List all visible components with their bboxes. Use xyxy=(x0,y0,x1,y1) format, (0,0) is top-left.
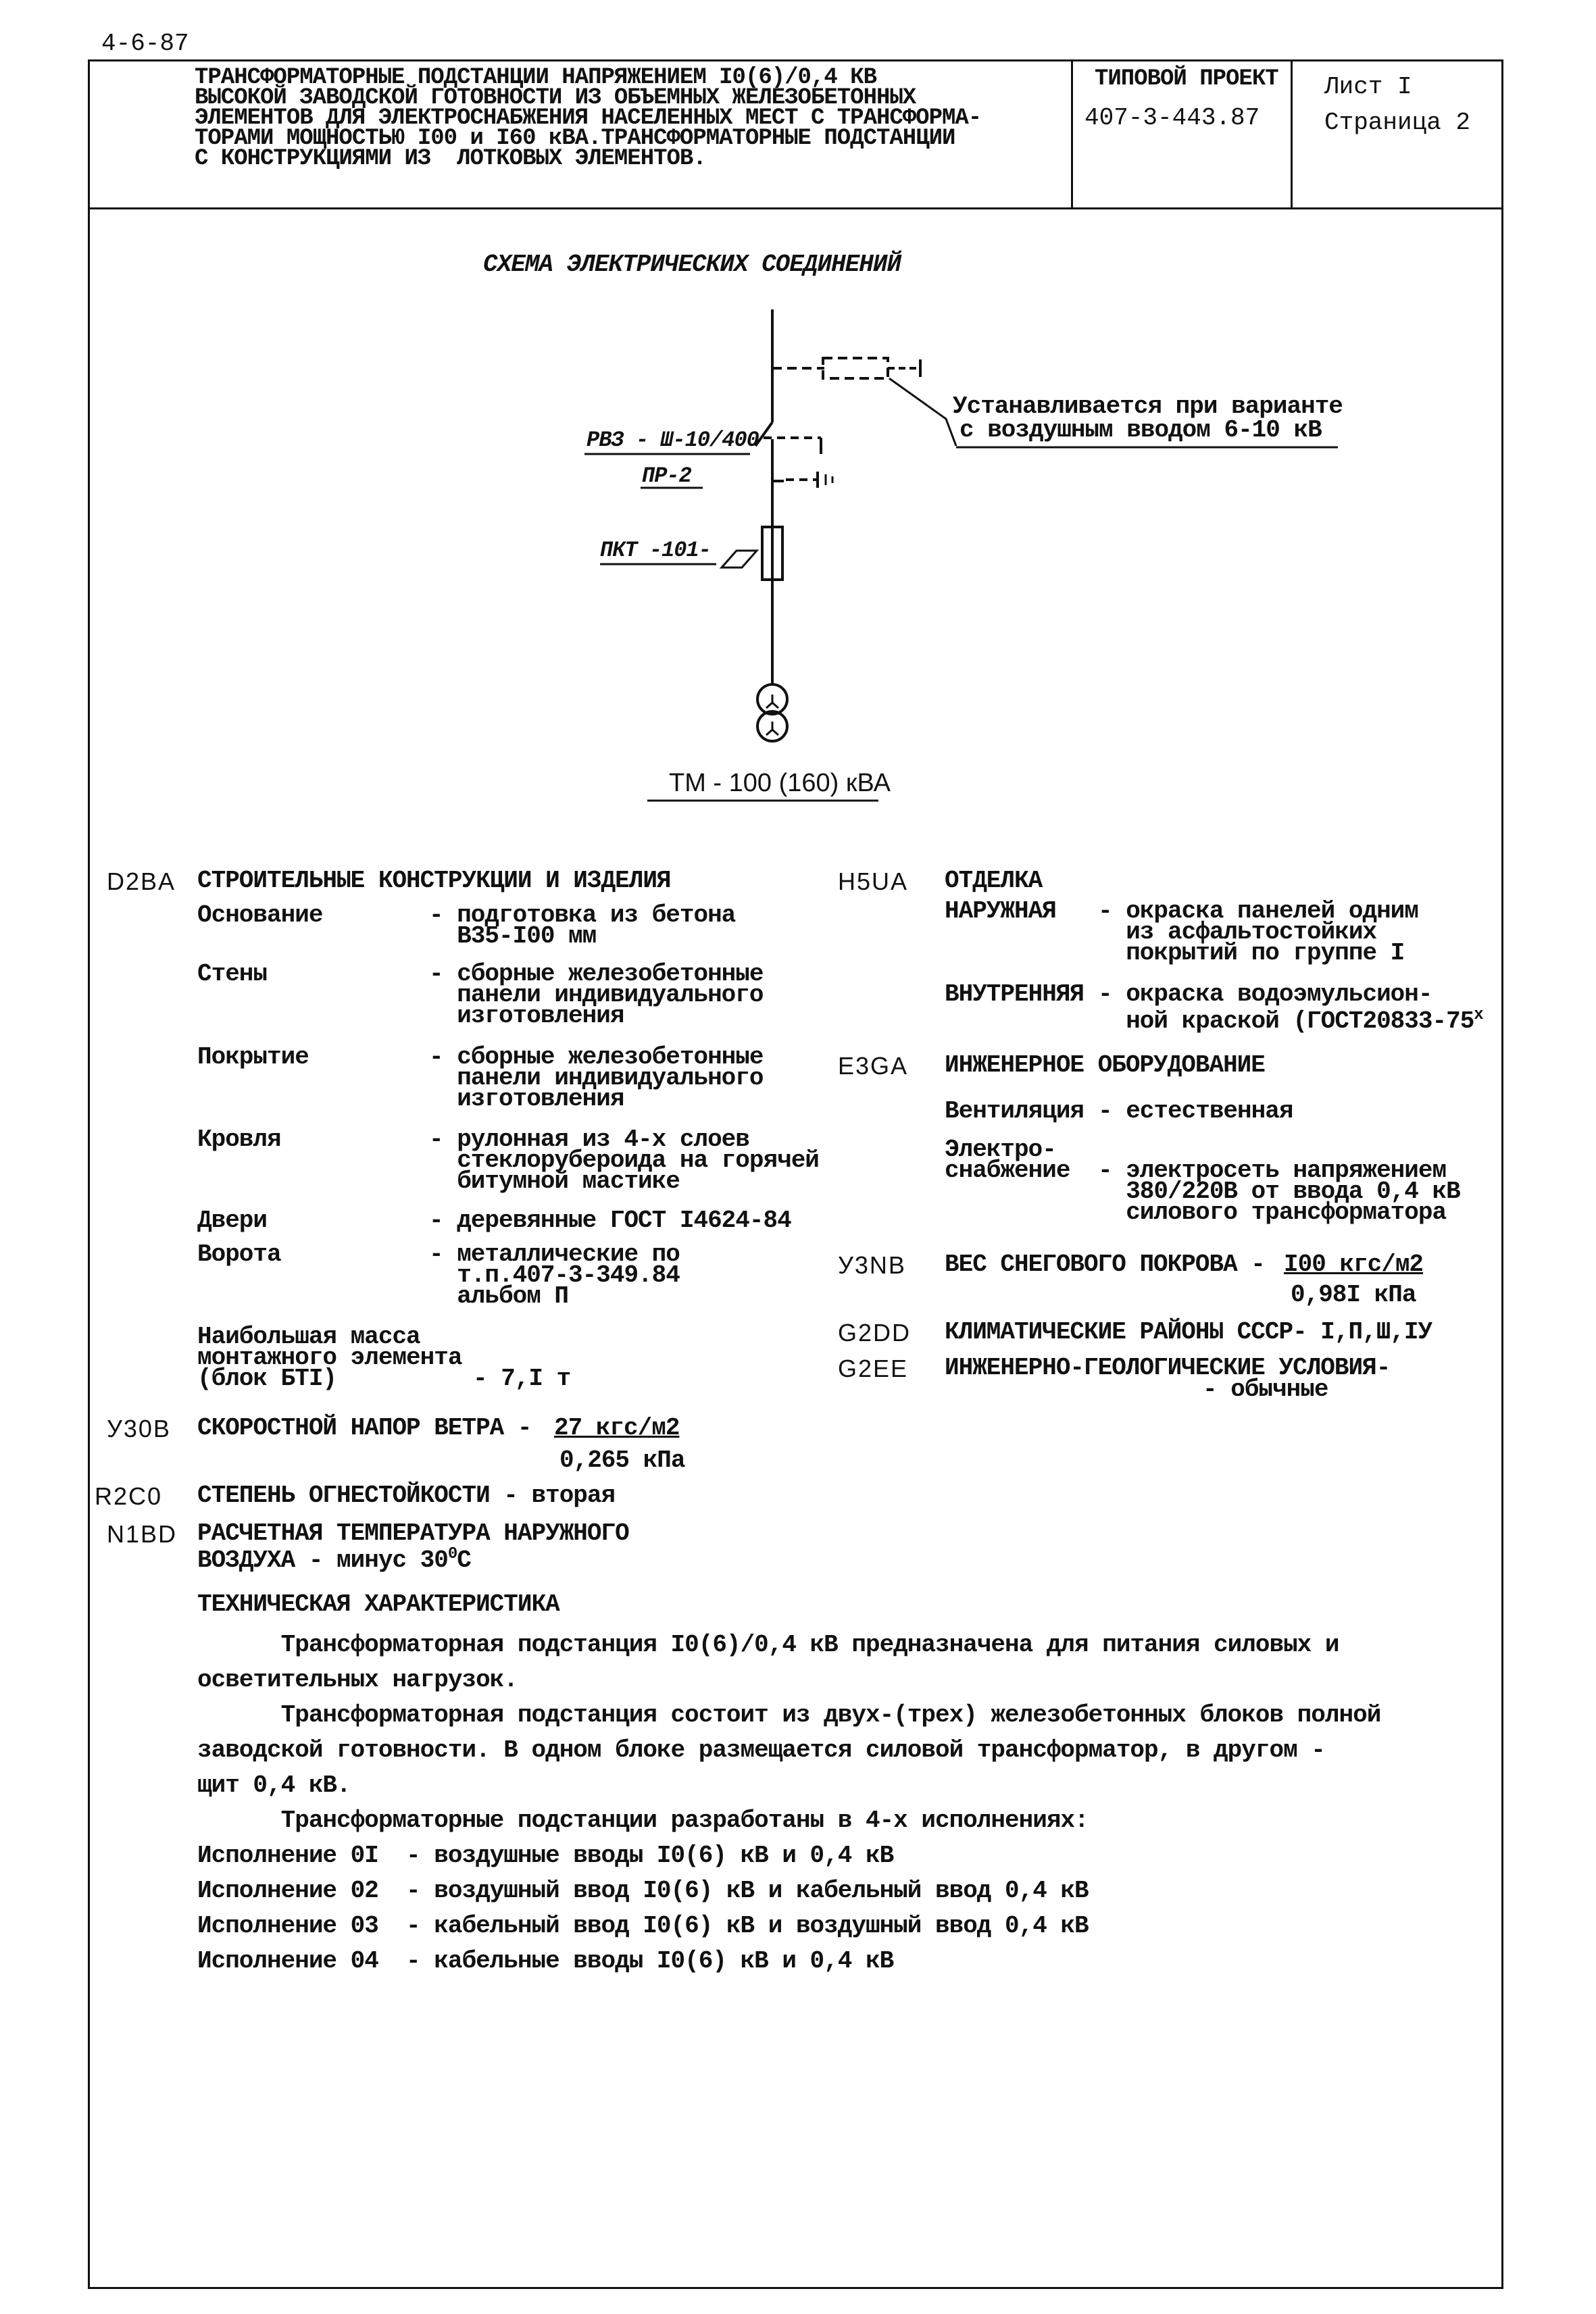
section-construction-title: СТРОИТЕЛЬНЫЕ КОНСТРУКЦИИ И ИЗДЕЛИЯ xyxy=(197,867,671,895)
item-doors-name: Двери xyxy=(197,1207,268,1234)
code-n1bd: N1BD xyxy=(107,1520,178,1548)
temp-line-2 xyxy=(197,1543,471,1574)
finish-outer-label: НАРУЖНАЯ xyxy=(945,897,1056,925)
tech-line-8: Исполнение 02 - воздушный ввод I0(6) кВ и кабельный ввод 0,4 кВ xyxy=(197,1877,1089,1905)
item-roofslab-line-2: панели индивидуального xyxy=(429,1064,764,1092)
item-gates-name: Ворота xyxy=(197,1240,281,1268)
snow-label: ВЕС СНЕГОВОГО ПОКРОВА - xyxy=(945,1251,1265,1278)
page-number: Страница 2 xyxy=(1324,109,1471,136)
mass-value: - 7,I т xyxy=(473,1365,571,1392)
geo-line-1: ИНЖЕНЕРНО-ГЕОЛОГИЧЕСКИЕ УСЛОВИЯ- xyxy=(945,1354,1391,1382)
code-d2ba: D2BA xyxy=(107,867,176,895)
label-rvz: РВЗ - Ш-10/400 xyxy=(587,428,759,453)
vent-label: Вентиляция xyxy=(945,1097,1084,1125)
item-roofing-line-1: - рулонная из 4-х слоев xyxy=(429,1126,749,1153)
tech-line-2: осветительных нагрузок. xyxy=(197,1666,518,1694)
electrical-diagram xyxy=(0,0,1596,878)
finish-outer-line-2: из асфальтостойких xyxy=(1098,918,1377,946)
wind-label: СКОРОСТНОЙ НАПОР ВЕТРА - xyxy=(197,1414,532,1442)
mass-line-2: монтажного элемента xyxy=(197,1344,462,1372)
snow-value: I00 кгс/м2 xyxy=(1284,1251,1424,1278)
item-foundation-name: Основание xyxy=(197,901,323,929)
item-roofing-line-3: битумной мастике xyxy=(429,1167,680,1195)
mass-line-1: Наибольшая масса xyxy=(197,1323,420,1351)
temp-line-2-text: ВОЗДУХА - минус 30 xyxy=(197,1546,448,1574)
item-roofslab-line-1: - сборные железобетонные xyxy=(429,1043,764,1071)
code-g2ee: G2EE xyxy=(838,1355,909,1382)
tech-line-5: щит 0,4 кВ. xyxy=(197,1771,351,1799)
section-finish-title: ОТДЕЛКА xyxy=(945,867,1043,895)
title-line-1: ТРАНСФОРМАТОРНЫЕ ПОДСТАНЦИИ НАПРЯЖЕНИЕМ I0(6)/0,4 КВ xyxy=(195,65,876,91)
code-u30v: У30В xyxy=(107,1415,171,1442)
item-gates-line-2: т.п.407-3-349.84 xyxy=(429,1261,680,1289)
power-line-3: силового трансформатора xyxy=(1098,1199,1447,1226)
title-line-5: С КОНСТРУКЦИЯМИ ИЗ ЛОТКОВЫХ ЭЛЕМЕНТОВ. xyxy=(195,146,706,172)
optional-arrester-symbol xyxy=(823,358,888,378)
title-line-3: ЭЛЕМЕНТОВ ДЛЯ ЭЛЕКТРОСНАБЖЕНИЯ НАСЕЛЕННЫХ МЕСТ С ТРАНСФОРМА- xyxy=(195,105,982,131)
wind-kpa: 0,265 кПа xyxy=(559,1447,685,1474)
code-e3ga: E3GA xyxy=(838,1052,909,1080)
tech-line-10: Исполнение 04 - кабельные вводы I0(6) кВ и 0,4 кВ xyxy=(197,1947,894,1975)
climate-regions: КЛИМАТИЧЕСКИЕ РАЙОНЫ СССР- I,П,Ш,IУ xyxy=(945,1318,1432,1346)
item-gates-line-1: - металлические по xyxy=(429,1240,680,1268)
temp-unit: С xyxy=(457,1546,471,1574)
item-foundation-line-2: В35-I00 мм xyxy=(429,922,597,950)
item-roofing-line-2: стеклорубероида на горячей xyxy=(429,1147,819,1174)
finish-inner-line-1: - окраска водоэмульсион- xyxy=(1098,980,1432,1008)
mass-line-3: (блок БТI) xyxy=(197,1365,337,1392)
item-roofslab-name: Покрытие xyxy=(197,1043,309,1071)
finish-outer-line-3: покрытий по группе I xyxy=(1098,939,1405,967)
power-line-1: - электросеть напряжением xyxy=(1098,1157,1447,1184)
power-label-line-1: Электро- xyxy=(945,1136,1056,1163)
code-g2dd: G2DD xyxy=(838,1319,912,1347)
project-number: 407-3-443.87 xyxy=(1084,104,1260,132)
wind-value: 27 кгс/м2 xyxy=(554,1414,680,1442)
tech-line-1: Трансформаторная подстанция I0(6)/0,4 кВ предназначена для питания силовых и xyxy=(197,1631,1339,1659)
diagram-title: СХЕМА ЭЛЕКТРИЧЕСКИХ СОЕДИНЕНИЙ xyxy=(483,251,901,278)
label-pr: ПР-2 xyxy=(642,463,691,488)
tech-line-4: заводской готовности. В одном блоке размещается силовой трансформатор, в другом - xyxy=(197,1736,1325,1764)
geo-line-2: - обычные xyxy=(1203,1376,1328,1403)
diagram-note-line-2: с воздушным вводом 6-10 кВ xyxy=(959,416,1322,444)
title-line-4: ТОРАМИ МОЩНОСТЬЮ I00 и I60 кВА.ТРАНСФОРМАТОРНЫЕ ПОДСТАНЦИИ xyxy=(195,126,955,151)
finish-inner-sup: х xyxy=(1474,1006,1483,1024)
item-walls-line-1: - сборные железобетонные xyxy=(429,960,764,988)
power-label-line-2: снабжение xyxy=(945,1157,1070,1184)
label-transformer: ТМ - 100 (160) кВА xyxy=(669,769,891,797)
code-u3nv: У3NВ xyxy=(838,1251,906,1279)
item-roofslab-line-3: изготовления xyxy=(429,1085,624,1113)
item-gates-line-3: альбом П xyxy=(429,1282,569,1310)
finish-inner-line-2 xyxy=(1098,1004,1483,1035)
tech-line-3: Трансформаторная подстанция состоит из двух-(трех) железобетонных блоков полной xyxy=(197,1701,1381,1729)
tech-line-6: Трансформаторные подстанции разработаны в 4-х исполнениях: xyxy=(197,1807,1089,1834)
tech-title: ТЕХНИЧЕСКАЯ ХАРАКТЕРИСТИКА xyxy=(197,1590,559,1618)
sheet-number: Лист I xyxy=(1324,73,1412,101)
temp-degree: 0 xyxy=(447,1545,457,1563)
temp-line-1: РАСЧЕТНАЯ ТЕМПЕРАТУРА НАРУЖНОГО xyxy=(197,1519,629,1547)
snow-kpa: 0,98I кПа xyxy=(1291,1281,1416,1309)
finish-inner-label: ВНУТРЕННЯЯ xyxy=(945,980,1084,1008)
diagram-note-line-1: Устанавливается при варианте xyxy=(953,393,1343,420)
document-code: 4-6-87 xyxy=(101,30,189,57)
tech-line-7: Исполнение 0I - воздушные вводы I0(6) кВ и 0,4 кВ xyxy=(197,1842,894,1869)
title-line-2: ВЫСОКОЙ ЗАВОДСКОЙ ГОТОВНОСТИ ИЗ ОБЪЕМНЫХ ЖЕЛЕЗОБЕТОННЫХ xyxy=(195,85,916,111)
power-line-2: 380/220В от ввода 0,4 кВ xyxy=(1098,1178,1460,1205)
item-walls-line-3: изготовления xyxy=(429,1002,624,1030)
code-h5ua: H5UA xyxy=(838,867,909,895)
item-doors-line-1: - деревянные ГОСТ I4624-84 xyxy=(429,1207,791,1234)
tech-line-9: Исполнение 03 - кабельный ввод I0(6) кВ и воздушный ввод 0,4 кВ xyxy=(197,1912,1089,1940)
item-walls-line-2: панели индивидуального xyxy=(429,981,764,1009)
code-r2c0: R2C0 xyxy=(95,1482,163,1510)
item-walls-name: Стены xyxy=(197,960,268,988)
label-pkt: ПКТ -101- xyxy=(600,538,711,563)
item-roofing-name: Кровля xyxy=(197,1126,281,1153)
section-engineering-title: ИНЖЕНЕРНОЕ ОБОРУДОВАНИЕ xyxy=(945,1051,1265,1079)
vent-value: - естественная xyxy=(1098,1097,1293,1125)
fire-resistance: СТЕПЕНЬ ОГНЕСТОЙКОСТИ - вторая xyxy=(197,1482,616,1509)
finish-inner-line-2-text: ной краской (ГОСТ20833-75 xyxy=(1098,1007,1474,1035)
finish-outer-line-1: - окраска панелей одним xyxy=(1098,897,1418,925)
project-label: ТИПОВОЙ ПРОЕКТ xyxy=(1095,66,1278,92)
item-foundation-line-1: - подготовка из бетона xyxy=(429,901,736,929)
